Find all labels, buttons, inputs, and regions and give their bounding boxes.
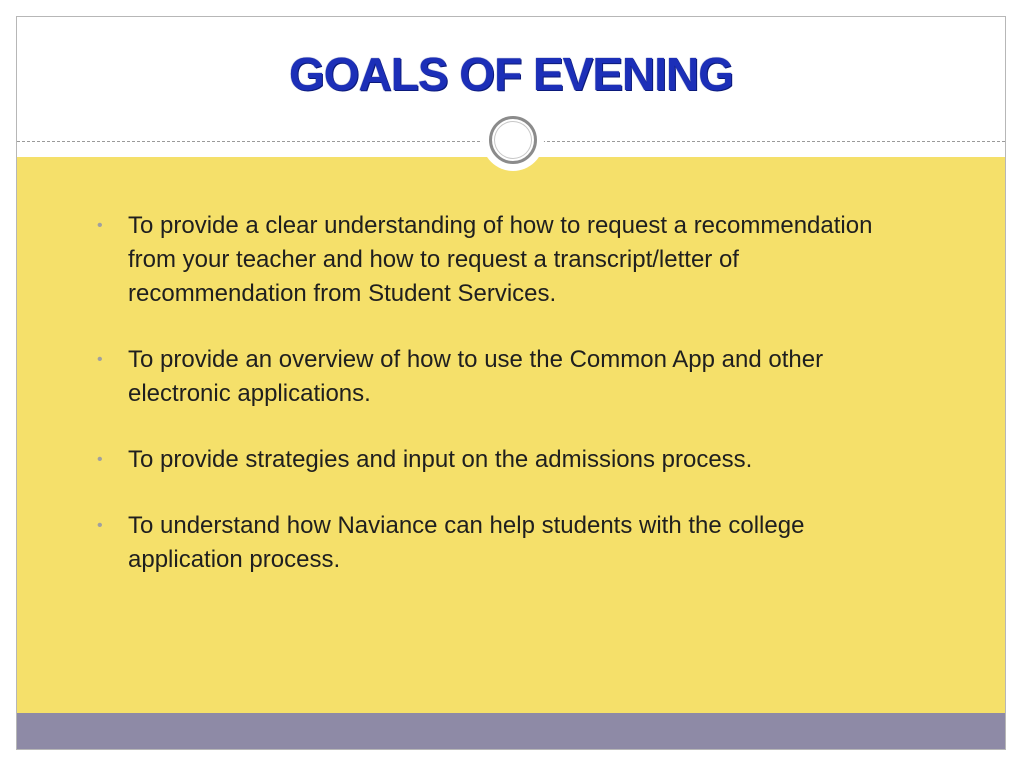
circle-ornament-icon bbox=[482, 109, 544, 171]
bullet-icon: • bbox=[97, 517, 103, 534]
bullet-item bbox=[97, 343, 897, 411]
bullet-icon: • bbox=[97, 217, 103, 234]
bullet-text: To provide strategies and input on the admissions process. bbox=[128, 446, 753, 473]
bullet-text: To provide a clear understanding of how to request a recommendation from your teacher and how to request a transcript/letter of recommendation from Student Services. bbox=[128, 212, 873, 307]
bullet-text: To understand how Naviance can help students with the college application process. bbox=[128, 512, 805, 573]
ring-icon bbox=[489, 116, 537, 164]
slide-title: GOALS OF EVENING bbox=[288, 48, 734, 100]
bottom-bar bbox=[17, 713, 1005, 749]
bullet-text: To provide an overview of how to use the Common App and other electronic applications. bbox=[128, 346, 824, 407]
bullet-icon: • bbox=[97, 351, 103, 368]
content-area bbox=[17, 157, 1005, 715]
bullet-item bbox=[97, 443, 897, 477]
slide bbox=[16, 16, 1006, 750]
bullet-item bbox=[97, 209, 897, 311]
bullet-icon: • bbox=[97, 451, 103, 468]
bullet-list bbox=[97, 209, 897, 609]
bullet-item bbox=[97, 509, 897, 577]
